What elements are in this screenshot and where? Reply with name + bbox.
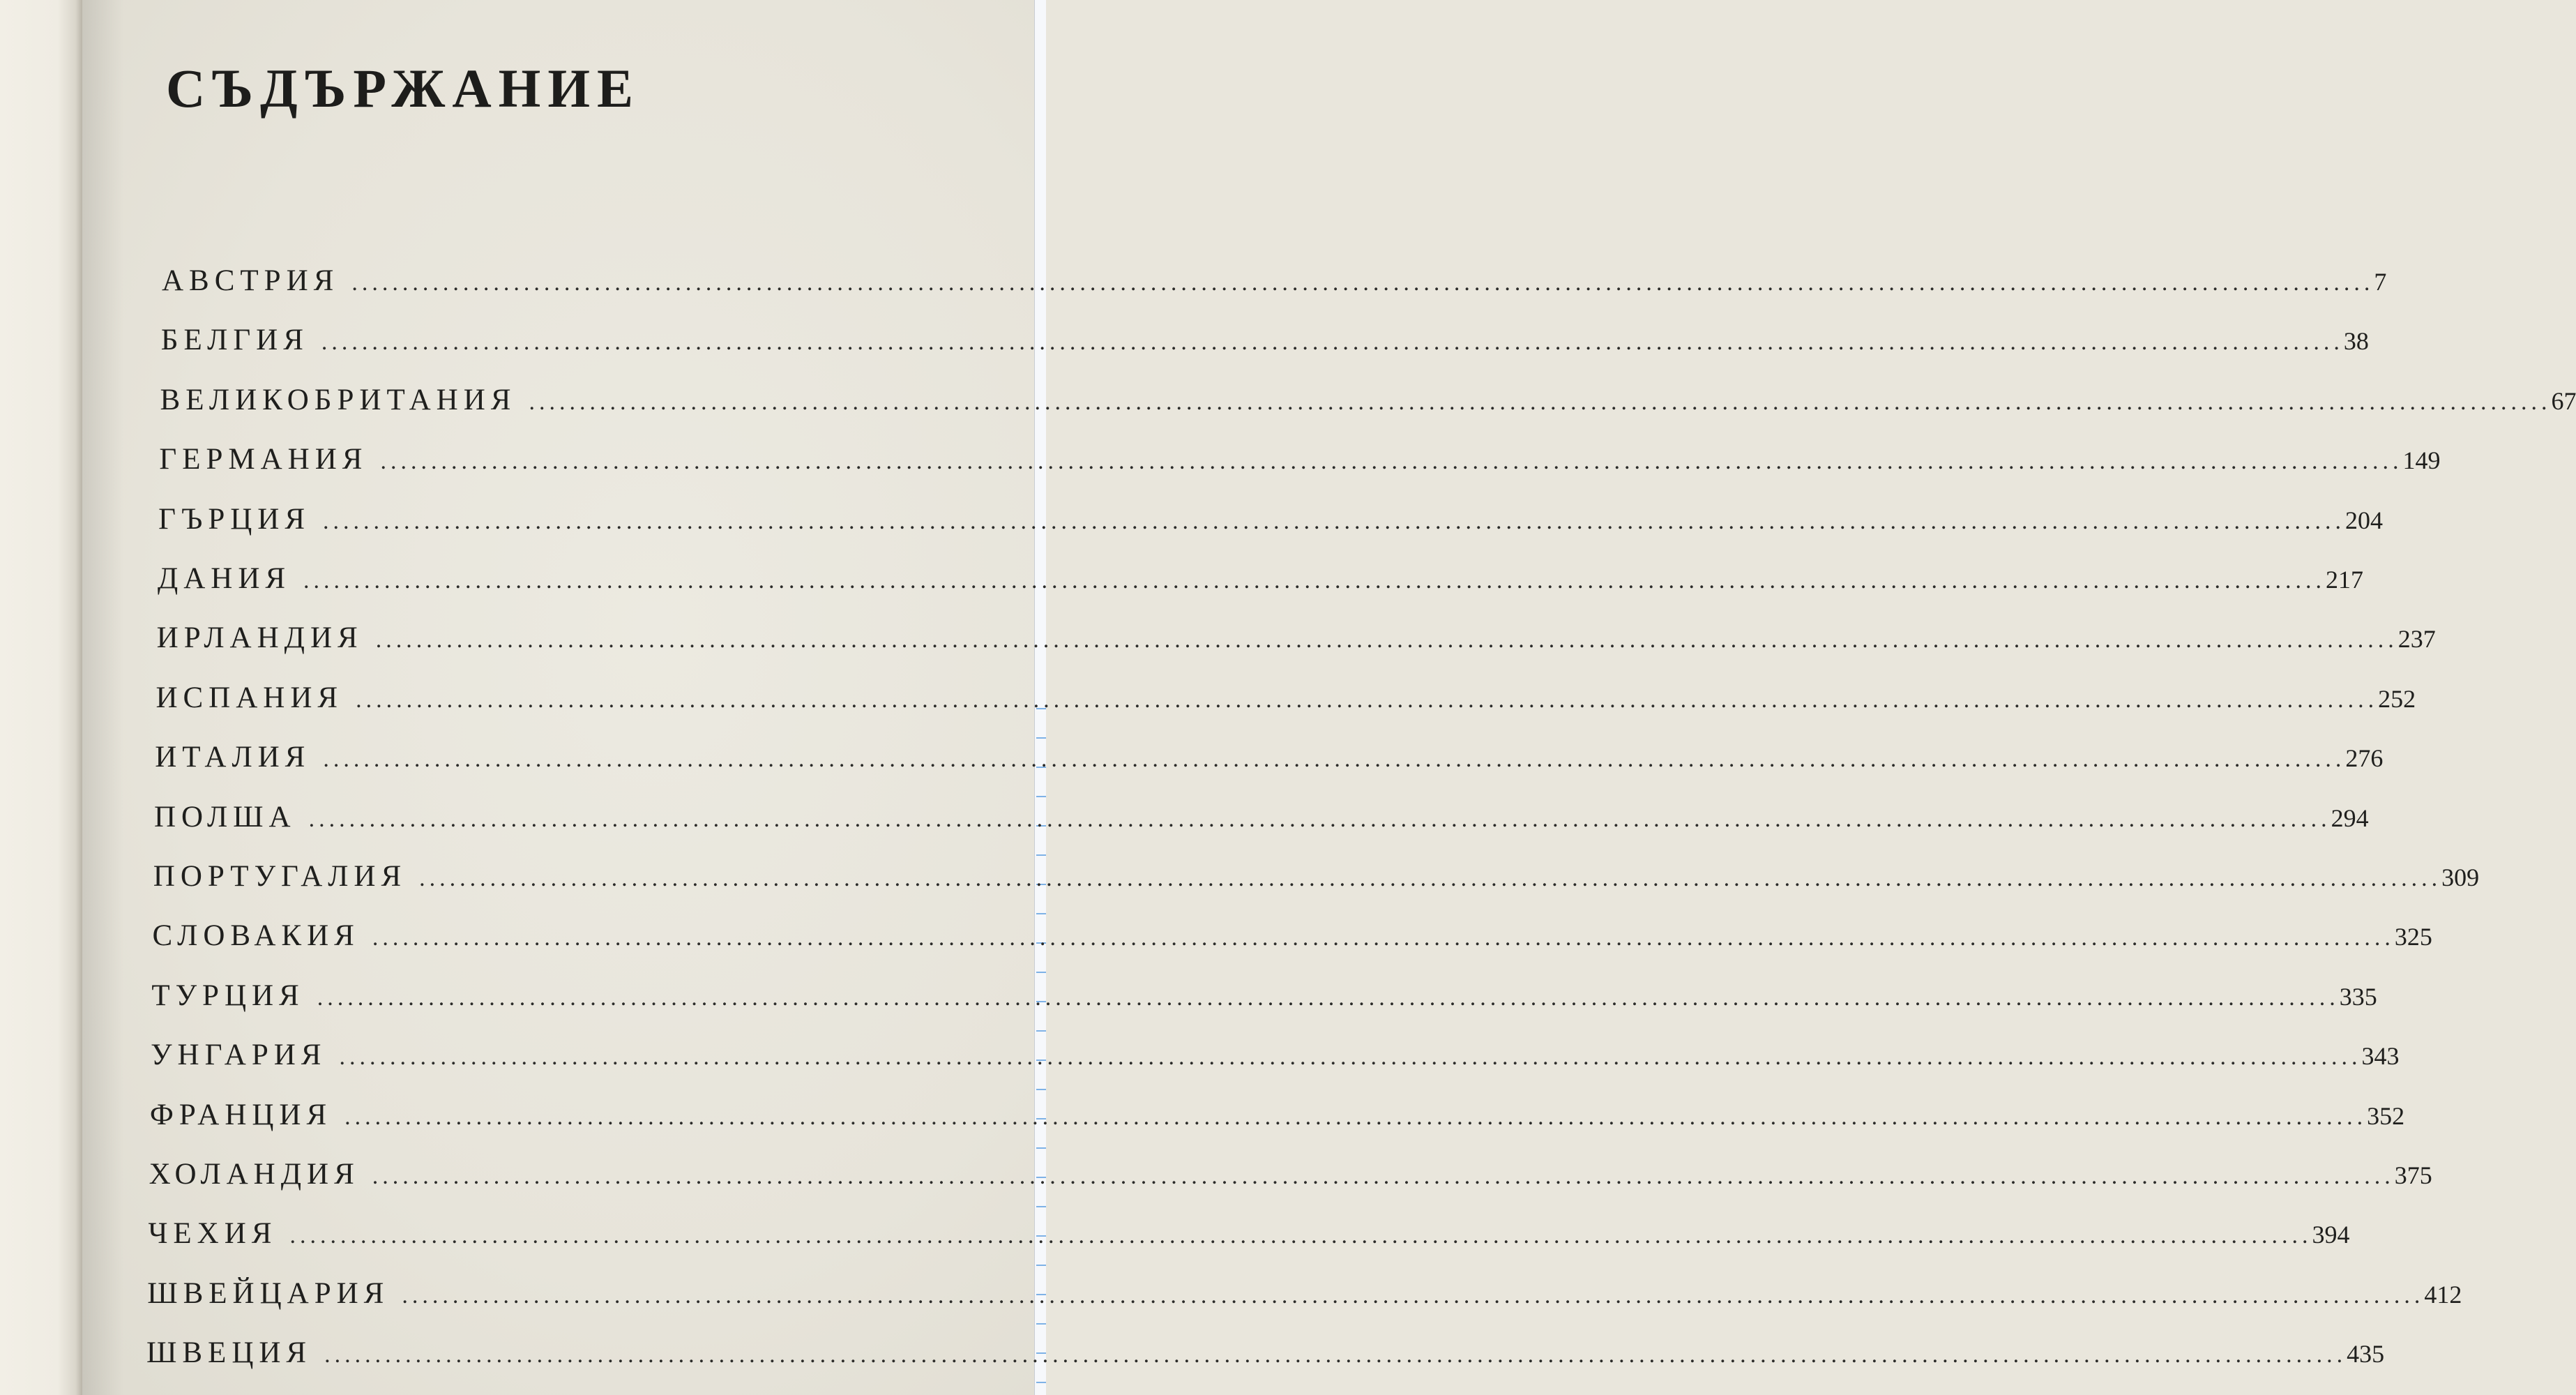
toc-entry-title: УНГАРИЯ (151, 1039, 327, 1072)
dot-leader: ........................................................................................................................................................................................................ (375, 627, 2398, 654)
toc-entry (147, 1276, 2462, 1313)
toc-entry (146, 1336, 2385, 1372)
dot-leader: ........................................................................................................................................................................................................ (529, 389, 2552, 415)
toc-entry (162, 264, 2387, 300)
toc-entry-title: ДАНИЯ (157, 562, 291, 595)
toc-entry-page-number: 38 (2343, 327, 2369, 356)
toc-entry-title: ПОРТУГАЛИЯ (153, 860, 407, 893)
dot-leader: ........................................................................................................................................................................................................ (344, 1103, 2367, 1130)
toc-entry-page-number: 325 (2394, 923, 2432, 951)
dot-leader: ........................................................................................................................................................................................................ (356, 686, 2379, 713)
toc-entry-title: ТУРЦИЯ (151, 979, 305, 1012)
toc-entry (157, 561, 2364, 598)
toc-entry-title: ХОЛАНДИЯ (149, 1158, 360, 1191)
dot-leader: ........................................................................................................................................................................................................ (308, 806, 2331, 832)
dot-leader: ........................................................................................................................................................................................................ (372, 925, 2395, 951)
toc-entry (156, 621, 2436, 657)
toc-entry-title: АВСТРИЯ (162, 264, 340, 297)
toc-entry (159, 442, 2441, 478)
dot-leader: ........................................................................................................................................................................................................ (321, 329, 2344, 356)
toc-entry-title: ВЕЛИКОБРИТАНИЯ (160, 383, 517, 416)
toc-entry-title: БЕЛГИЯ (160, 324, 309, 357)
toc-entry-page-number: 412 (2424, 1280, 2462, 1309)
toc-entry-title: СЛОВАКИЯ (152, 919, 360, 953)
toc-entry (149, 1098, 2405, 1134)
page-title: СЪДЪРЖАНИЕ (166, 58, 641, 119)
dot-leader: ........................................................................................................................................................................................................ (324, 1342, 2347, 1368)
toc-entry-page-number: 237 (2397, 625, 2436, 654)
toc-entry-title: ШВЕЦИЯ (146, 1336, 312, 1370)
toc-entry-page-number: 435 (2347, 1340, 2385, 1368)
toc-entry-page-number: 375 (2394, 1161, 2432, 1189)
toc-entry-page-number: 204 (2345, 506, 2384, 534)
toc-entry-page-number: 252 (2378, 684, 2416, 713)
dot-leader: ........................................................................................................................................................................................................ (402, 1282, 2425, 1309)
toc-entry-page-number: 67 (2551, 386, 2576, 415)
dot-leader: ........................................................................................................................................................................................................ (380, 448, 2403, 475)
toc-entry-page-number: 7 (2374, 268, 2387, 296)
toc-entry-title: ИТАЛИЯ (155, 741, 311, 774)
toc-entry (155, 740, 2384, 776)
dot-leader: ........................................................................................................................................................................................................ (323, 746, 2346, 773)
toc-entry-page-number: 352 (2367, 1101, 2405, 1130)
dot-leader: ........................................................................................................................................................................................................ (317, 984, 2340, 1011)
toc-entry (148, 1216, 2350, 1253)
dot-leader: ........................................................................................................................................................................................................ (303, 568, 2326, 594)
toc-entry (156, 681, 2416, 717)
toc-entry (158, 502, 2384, 538)
toc-entry-page-number: 149 (2402, 446, 2441, 475)
toc-entry-page-number: 276 (2345, 744, 2384, 773)
toc-entry (149, 1157, 2432, 1193)
toc-entry-page-number: 394 (2312, 1221, 2350, 1249)
toc-entry-title: ИСПАНИЯ (156, 681, 344, 714)
toc-entry (152, 919, 2432, 955)
toc-entry-title: ЧЕХИЯ (148, 1217, 278, 1251)
toc-entry-page-number: 343 (2361, 1042, 2400, 1071)
toc-entry-page-number: 294 (2331, 804, 2369, 832)
toc-entry (160, 383, 2576, 419)
toc-entry (160, 323, 2369, 359)
toc-entry-title: ШВЕЙЦАРИЯ (147, 1276, 390, 1310)
dot-leader: ........................................................................................................................................................................................................ (289, 1223, 2312, 1249)
dot-leader: ........................................................................................................................................................................................................ (339, 1044, 2362, 1071)
dot-leader: ........................................................................................................................................................................................................ (351, 270, 2374, 296)
toc-entry-title: ГЪРЦИЯ (158, 502, 311, 536)
toc-entry-page-number: 335 (2339, 982, 2377, 1011)
toc-entry-page-number: 309 (2441, 864, 2480, 891)
toc-entry-title: ГЕРМАНИЯ (159, 443, 368, 476)
toc-entry-title: ИРЛАНДИЯ (156, 621, 363, 655)
dot-leader: ........................................................................................................................................................................................................ (372, 1163, 2395, 1189)
toc-entry (154, 800, 2369, 836)
toc-entry (151, 1038, 2400, 1074)
dot-leader: ........................................................................................................................................................................................................ (323, 508, 2346, 534)
toc-entry-page-number: 217 (2326, 566, 2364, 594)
toc-entry-title: ФРАНЦИЯ (149, 1098, 333, 1131)
toc-entry-title: ПОЛША (154, 800, 296, 834)
dot-leader: ........................................................................................................................................................................................................ (419, 866, 2442, 891)
toc-entry (151, 979, 2377, 1015)
toc-entry (153, 859, 2480, 896)
